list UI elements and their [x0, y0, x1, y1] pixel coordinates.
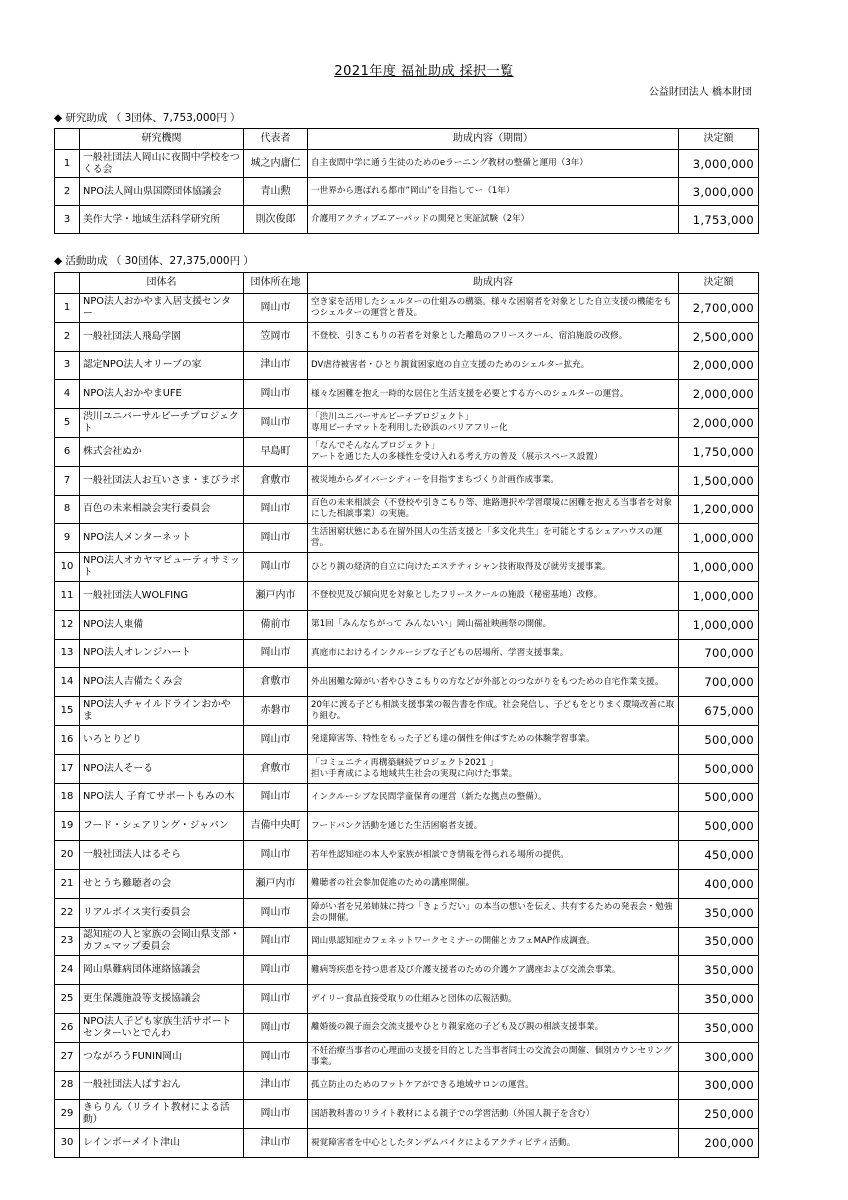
row-name: NPO法人メンターネット [80, 524, 244, 553]
row-location: 岡山市 [244, 294, 308, 323]
row-number: 8 [55, 495, 80, 524]
table-row [55, 869, 759, 898]
row-content: フードバンク活動を通じた生活困窮者支援。 [308, 812, 679, 841]
table-row [55, 150, 759, 178]
row-content: 「なんでそんなんプロジェクト」 アートを通じた人の多様性を受け入れる考え方の普及（展示スペース設置） [308, 437, 679, 466]
row-location: 瀬戸内市 [244, 581, 308, 610]
row-content: 第1回「みんなちがって みんないい」岡山福祉映画祭の開催。 [308, 610, 679, 639]
row-content: 岡山県認知症カフェネットワークセミナーの開催とカフェMAP作成調査。 [308, 927, 679, 956]
table-row [55, 437, 759, 466]
table-row [55, 841, 759, 870]
table-row [55, 1042, 759, 1071]
table-row [55, 956, 759, 985]
row-content: インクルーシブな民間学童保育の運営（新たな拠点の整備）。 [308, 783, 679, 812]
row-amount: 250,000 [679, 1100, 759, 1129]
row-name: フード・シェアリング・ジャパン [80, 812, 244, 841]
table-row [55, 581, 759, 610]
header-number [55, 273, 80, 294]
row-amount: 350,000 [679, 927, 759, 956]
row-name: 認定NPO法人オリーブの家 [80, 351, 244, 380]
table-row [55, 380, 759, 409]
row-name: NPO法人おかやまUFE [80, 380, 244, 409]
header-amount: 決定額 [679, 273, 759, 294]
table-row [55, 697, 759, 726]
row-number: 25 [55, 985, 80, 1014]
table-row [55, 524, 759, 553]
row-number: 13 [55, 639, 80, 668]
row-location: 岡山市 [244, 841, 308, 870]
table-row [55, 322, 759, 351]
row-amount: 500,000 [679, 812, 759, 841]
row-number: 19 [55, 812, 80, 841]
row-amount: 350,000 [679, 1013, 759, 1042]
table-row [55, 409, 759, 438]
row-amount: 1,200,000 [679, 495, 759, 524]
row-name: NPO法人 子育てサポートもみの木 [80, 783, 244, 812]
header-content: 助成内容（期間） [308, 129, 679, 150]
row-representative: 則次俊郎 [244, 206, 308, 234]
table-header-row [55, 129, 759, 150]
row-number: 22 [55, 898, 80, 927]
row-location: 岡山市 [244, 553, 308, 582]
row-name: 株式会社ぬか [80, 437, 244, 466]
row-location: 津山市 [244, 1071, 308, 1100]
row-location: 津山市 [244, 1129, 308, 1158]
row-name: NPO法人オカヤマビューティサミット [80, 553, 244, 582]
table-header-row [55, 273, 759, 294]
row-name: 一般社団法人岡山に夜間中学校をつくる会 [80, 150, 244, 178]
row-name: NPO法人チャイルドラインおかやま [80, 697, 244, 726]
row-location: 岡山市 [244, 639, 308, 668]
research-grants-table [54, 128, 759, 234]
row-content: 百色の未来相談会（不登校や引きこもり等、進路選択や学習環境に困難を抱える当事者を対象にした相談事業）の実施。 [308, 495, 679, 524]
row-amount: 675,000 [679, 697, 759, 726]
row-number: 18 [55, 783, 80, 812]
row-number: 17 [55, 754, 80, 783]
row-amount: 400,000 [679, 869, 759, 898]
row-name: NPO法人そーる [80, 754, 244, 783]
row-name: きらりん（リライト教材による活動） [80, 1100, 244, 1129]
row-amount: 1,000,000 [679, 524, 759, 553]
row-amount: 3,000,000 [679, 150, 759, 178]
row-content: 発達障害等、特性をもった子ども達の個性を伸ばすための体験学習事業。 [308, 725, 679, 754]
row-location: 笠岡市 [244, 322, 308, 351]
row-location: 岡山市 [244, 524, 308, 553]
header-number [55, 129, 80, 150]
row-content: 「コミュニティ再構築継続プロジェクト2021 」 担い手育成による地域共生社会の実現に向けた事業。 [308, 754, 679, 783]
row-name: NPO法人東備 [80, 610, 244, 639]
header-institution: 研究機関 [80, 129, 244, 150]
row-number: 1 [55, 150, 80, 178]
row-name: NPO法人子ども家族生活サポートセンターいとでんわ [80, 1013, 244, 1042]
header-location: 団体所在地 [244, 273, 308, 294]
row-amount: 350,000 [679, 898, 759, 927]
table-row [55, 754, 759, 783]
row-content: 20年に渡る子ども相談支援事業の報告書を作成。社会発信し、子どもをとりまく環境改善に取り組む。 [308, 697, 679, 726]
row-number: 3 [55, 206, 80, 234]
row-number: 20 [55, 841, 80, 870]
row-location: 岡山市 [244, 1042, 308, 1071]
activity-section-heading: ◆ 活動助成 （ 30団体、27,375,000円 ） [54, 255, 254, 267]
row-name: 一般社団法人飛島学園 [80, 322, 244, 351]
table-row [55, 610, 759, 639]
row-name: 渋川ユニバーサルビーチプロジェクト [80, 409, 244, 438]
row-amount: 300,000 [679, 1042, 759, 1071]
row-number: 15 [55, 697, 80, 726]
table-row [55, 495, 759, 524]
row-location: 岡山市 [244, 985, 308, 1014]
row-location: 早島町 [244, 437, 308, 466]
row-name: 百色の未来相談会実行委員会 [80, 495, 244, 524]
row-content: 「渋川ユニバーサルビーチプロジェクト」 専用ビーチマットを利用した砂浜のバリアフリー化 [308, 409, 679, 438]
row-name: 岡山県難病団体連絡協議会 [80, 956, 244, 985]
row-amount: 1,000,000 [679, 553, 759, 582]
table-row [55, 1013, 759, 1042]
row-amount: 2,500,000 [679, 322, 759, 351]
activity-grants-table [54, 272, 759, 1158]
row-amount: 1,000,000 [679, 581, 759, 610]
row-content: 自主夜間中学に通う生徒のためのeラーニング教材の整備と運用（3年） [308, 150, 679, 178]
row-name: レインボーメイト津山 [80, 1129, 244, 1158]
table-row [55, 466, 759, 495]
header-content: 助成内容 [308, 273, 679, 294]
table-row [55, 927, 759, 956]
row-number: 9 [55, 524, 80, 553]
row-amount: 2,700,000 [679, 294, 759, 323]
row-number: 29 [55, 1100, 80, 1129]
row-name: せとうち難聴者の会 [80, 869, 244, 898]
row-name: 更生保護施設等支援協議会 [80, 985, 244, 1014]
row-name: リアルボイス実行委員会 [80, 898, 244, 927]
row-content: 孤立防止のためのフットケアができる地域サロンの運営。 [308, 1071, 679, 1100]
table-row [55, 351, 759, 380]
row-number: 10 [55, 553, 80, 582]
row-content: 難聴者の社会参加促進のための講座開催。 [308, 869, 679, 898]
row-location: 岡山市 [244, 1100, 308, 1129]
row-location: 岡山市 [244, 956, 308, 985]
row-number: 7 [55, 466, 80, 495]
table-row [55, 553, 759, 582]
table-row [55, 178, 759, 206]
row-name: 認知症の人と家族の会岡山県支部・カフェマップ委員会 [80, 927, 244, 956]
table-row [55, 812, 759, 841]
row-content: 離婚後の親子面会交流支援やひとり親家庭の子ども及び親の相談支援事業。 [308, 1013, 679, 1042]
row-content: 障がい者を兄弟姉妹に持つ「きょうだい」の本当の想いを伝え、共有するための発表会・勉強会の開催。 [308, 898, 679, 927]
header-representative: 代表者 [244, 129, 308, 150]
row-number: 6 [55, 437, 80, 466]
row-amount: 1,000,000 [679, 610, 759, 639]
row-amount: 500,000 [679, 754, 759, 783]
table-row [55, 1100, 759, 1129]
row-name: つながろうFUNIN岡山 [80, 1042, 244, 1071]
row-location: 吉備中央町 [244, 812, 308, 841]
row-location: 倉敷市 [244, 668, 308, 697]
row-location: 赤磐市 [244, 697, 308, 726]
row-number: 12 [55, 610, 80, 639]
row-number: 21 [55, 869, 80, 898]
row-content: 空き家を活用したシェルターの仕組みの構築。様々な困窮者を対象とした自立支援の機能をもつシェルターの運営と普及。 [308, 294, 679, 323]
row-location: 岡山市 [244, 783, 308, 812]
row-location: 倉敷市 [244, 466, 308, 495]
row-content: 不登校、引きこもりの若者を対象とした離島のフリースクール、宿泊施設の改修。 [308, 322, 679, 351]
row-location: 岡山市 [244, 725, 308, 754]
row-amount: 1,753,000 [679, 206, 759, 234]
row-content: 難病等疾患を持つ患者及び介護支援者のための介護ケア講座および交流会事業。 [308, 956, 679, 985]
row-number: 4 [55, 380, 80, 409]
table-row [55, 1129, 759, 1158]
row-number: 28 [55, 1071, 80, 1100]
row-content: 生活困窮状態にある在留外国人の生活支援と「多文化共生」を可能とするシェアハウスの運営。 [308, 524, 679, 553]
row-representative: 城之内庸仁 [244, 150, 308, 178]
row-amount: 300,000 [679, 1071, 759, 1100]
table-row [55, 1071, 759, 1100]
row-number: 2 [55, 322, 80, 351]
row-number: 3 [55, 351, 80, 380]
row-content: 視覚障害者を中心としたタンデムバイクによるアクティビティ活動。 [308, 1129, 679, 1158]
row-number: 14 [55, 668, 80, 697]
row-representative: 青山勲 [244, 178, 308, 206]
row-number: 16 [55, 725, 80, 754]
row-amount: 350,000 [679, 985, 759, 1014]
page-title: 2021年度 福祉助成 採択一覧 [334, 64, 514, 79]
row-location: 岡山市 [244, 409, 308, 438]
row-amount: 2,000,000 [679, 380, 759, 409]
row-name: 美作大学・地域生活科学研究所 [80, 206, 244, 234]
row-location: 倉敷市 [244, 754, 308, 783]
row-location: 岡山市 [244, 495, 308, 524]
row-name: NPO法人吉備たくみ会 [80, 668, 244, 697]
row-location: 岡山市 [244, 1013, 308, 1042]
header-amount: 決定額 [679, 129, 759, 150]
row-name: 一般社団法人WOLFING [80, 581, 244, 610]
table-row [55, 725, 759, 754]
row-amount: 2,000,000 [679, 351, 759, 380]
row-name: 一般社団法人お互いさま・まびラボ [80, 466, 244, 495]
row-name: いろとりどり [80, 725, 244, 754]
row-number: 5 [55, 409, 80, 438]
row-number: 2 [55, 178, 80, 206]
research-section-heading: ◆ 研究助成 （ 3団体、7,753,000円 ） [54, 112, 241, 124]
row-number: 1 [55, 294, 80, 323]
row-name: NPO法人おかやま入居支援センター [80, 294, 244, 323]
table-row [55, 668, 759, 697]
row-amount: 1,750,000 [679, 437, 759, 466]
row-content: ひとり親の経済的自立に向けたエステティシャン技術取得及び就労支援事業。 [308, 553, 679, 582]
row-name: NPO法人岡山県国際団体協議会 [80, 178, 244, 206]
table-row [55, 783, 759, 812]
row-content: 介護用アクティブエアーパッドの開発と実証試験（2年） [308, 206, 679, 234]
row-number: 27 [55, 1042, 80, 1071]
row-number: 30 [55, 1129, 80, 1158]
row-amount: 350,000 [679, 956, 759, 985]
row-content: 被災地からダイバーシティーを目指すまちづくり計画作成事業。 [308, 466, 679, 495]
table-row [55, 985, 759, 1014]
row-amount: 700,000 [679, 668, 759, 697]
row-location: 岡山市 [244, 927, 308, 956]
row-location: 備前市 [244, 610, 308, 639]
row-number: 26 [55, 1013, 80, 1042]
row-location: 津山市 [244, 351, 308, 380]
row-amount: 450,000 [679, 841, 759, 870]
row-content: 国語教科書のリライト教材による親子での学習活動（外国人親子を含む） [308, 1100, 679, 1129]
table-row [55, 206, 759, 234]
header-organization: 団体名 [80, 273, 244, 294]
row-amount: 2,000,000 [679, 409, 759, 438]
row-content: デイリー食品直接受取りの仕組みと団体の広報活動。 [308, 985, 679, 1014]
row-content: 不登校児及び傾向児を対象としたフリースクールの施設（秘密基地）改修。 [308, 581, 679, 610]
table-row [55, 294, 759, 323]
row-content: 若年性認知症の本人や家族が相談でき情報を得られる場所の提供。 [308, 841, 679, 870]
row-amount: 3,000,000 [679, 178, 759, 206]
row-amount: 500,000 [679, 783, 759, 812]
table-row [55, 639, 759, 668]
row-number: 24 [55, 956, 80, 985]
row-number: 23 [55, 927, 80, 956]
row-content: 不妊治療当事者の心理面の支援を目的とした当事者同士の交流会の開催、個別カウンセリング事業。 [308, 1042, 679, 1071]
row-location: 岡山市 [244, 380, 308, 409]
row-amount: 200,000 [679, 1129, 759, 1158]
row-content: 様々な困難を抱え一時的な居住と生活支援を必要とする方へのシェルターの運営。 [308, 380, 679, 409]
row-content: 一世界から選ばれる都市”岡山”を目指してー（1年） [308, 178, 679, 206]
organization-name: 公益財団法人 橋本財団 [648, 87, 752, 98]
row-name: NPO法人オレンジハート [80, 639, 244, 668]
row-location: 岡山市 [244, 898, 308, 927]
row-amount: 1,500,000 [679, 466, 759, 495]
table-row [55, 898, 759, 927]
row-name: 一般社団法人ぱすおん [80, 1071, 244, 1100]
row-amount: 500,000 [679, 725, 759, 754]
row-amount: 700,000 [679, 639, 759, 668]
row-content: DV虐待被害者・ひとり親貧困家庭の自立支援のためのシェルター拡充。 [308, 351, 679, 380]
row-name: 一般社団法人はるそら [80, 841, 244, 870]
row-content: 外出困難な障がい者やひきこもりの方などが外部とのつながりをもつための自宅作業支援。 [308, 668, 679, 697]
row-content: 真庭市におけるインクルーシブな子どもの居場所、学習支援事業。 [308, 639, 679, 668]
row-location: 瀬戸内市 [244, 869, 308, 898]
row-number: 11 [55, 581, 80, 610]
